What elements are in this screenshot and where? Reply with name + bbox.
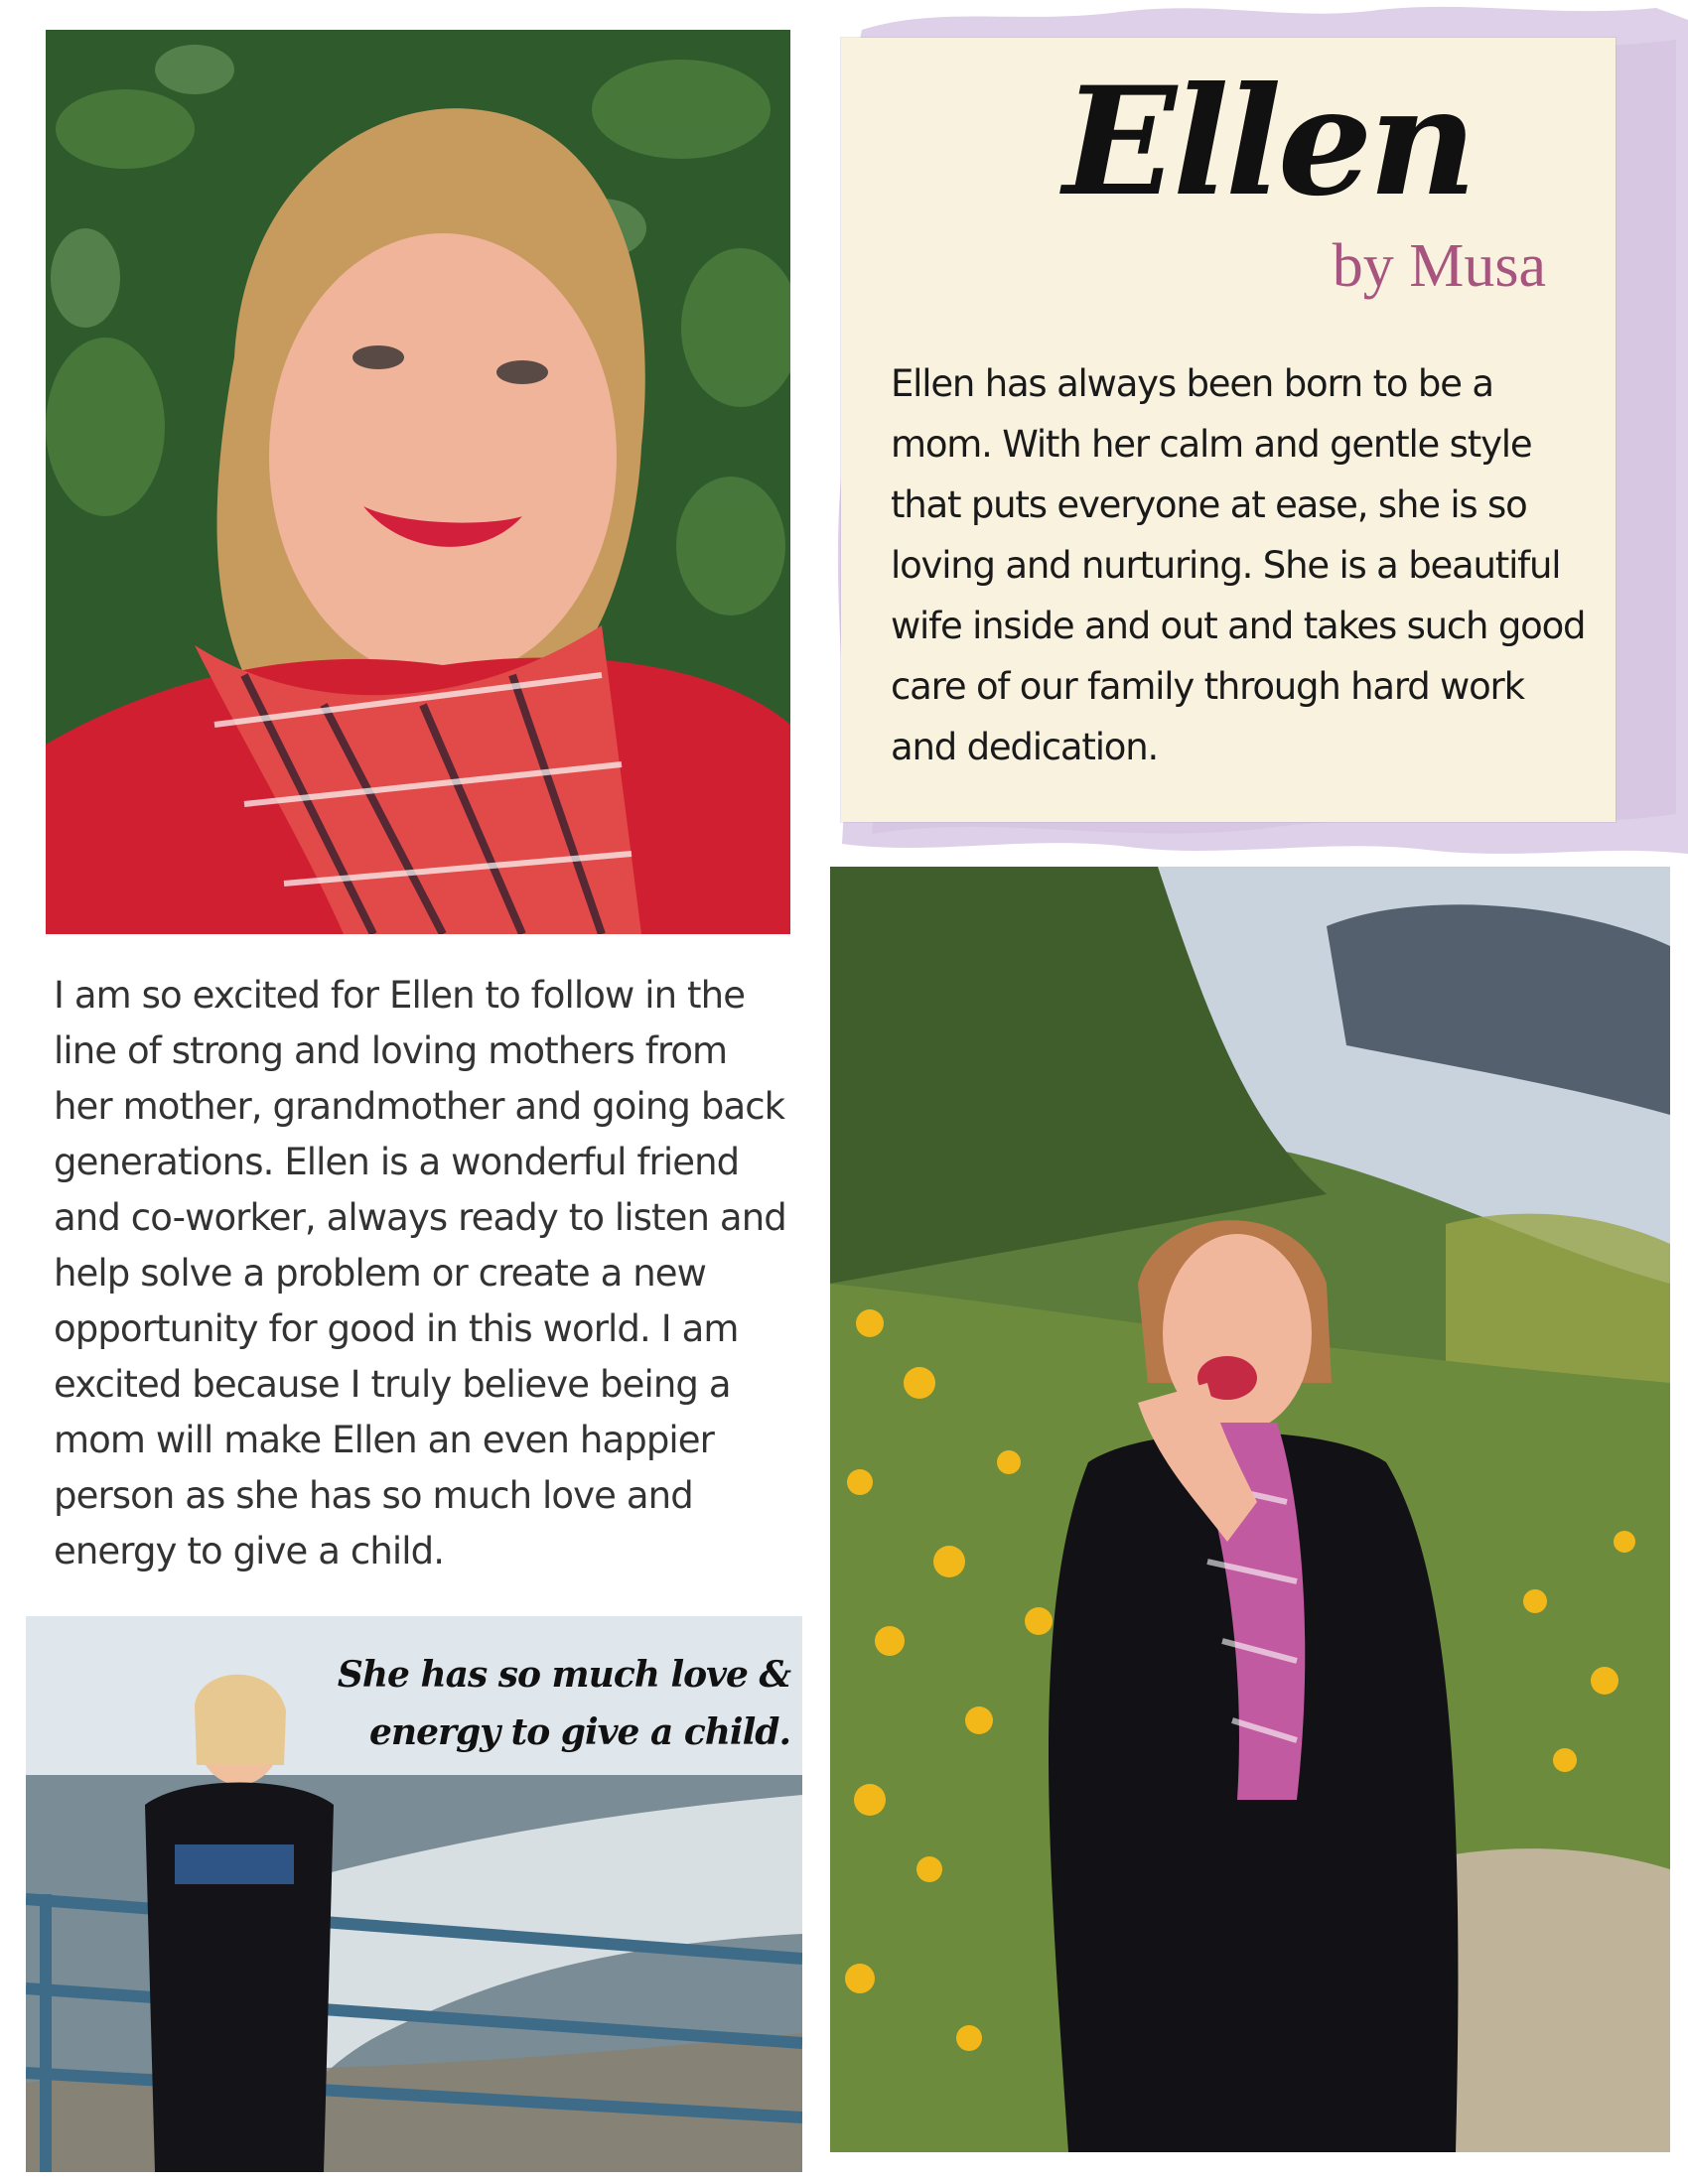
pier-photo	[26, 1616, 802, 2172]
intro-card	[841, 38, 1616, 822]
page-title: Ellen	[1062, 55, 1474, 229]
pier-quote: She has so much love & energy to give a child.	[337, 1654, 790, 1753]
intro-paragraph: Ellen has always been born to be a mom. With her calm and gentle style that puts everyone at ease, she is so loving and nurturing. She is a beautiful wife inside and out and takes such good care of our family through hard work and dedication.	[891, 362, 1586, 768]
byline: by Musa	[1332, 232, 1546, 300]
flowers-photo	[830, 867, 1670, 2152]
story-paragraph: I am so excited for Ellen to follow in the line of strong and loving mothers from her mother, grandmother and going back generations. Ellen is a wonderful friend and co-worker, always ready to listen and help solve a problem or create a new opportunity for good in this world. I am excited because I truly believe being a mom will make Ellen an even happier person as she has so much love and energy to give a child.	[54, 974, 786, 1572]
portrait-photo-red-scarf	[46, 30, 790, 934]
